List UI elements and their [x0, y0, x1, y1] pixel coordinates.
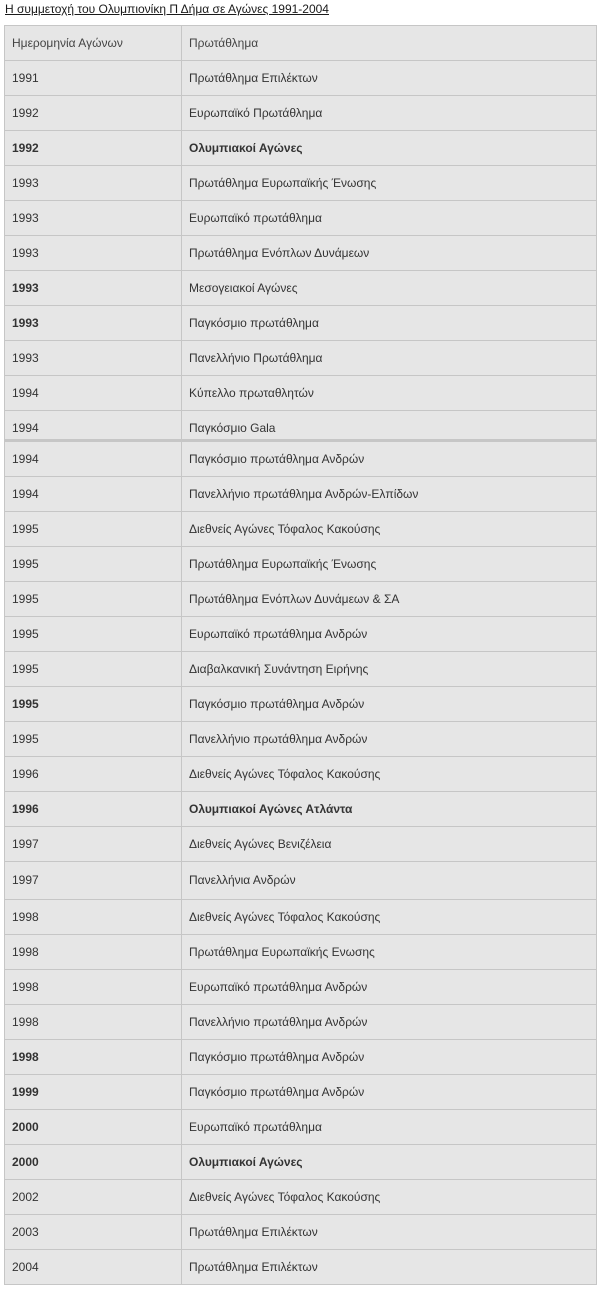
- cell-year: 1993: [5, 166, 182, 200]
- table-row: [5, 411, 597, 440]
- table-row: [5, 1110, 597, 1145]
- cell-year: 1998: [5, 935, 182, 969]
- cell-year: 1992: [5, 96, 182, 130]
- table-caption: Η συμμετοχή του Ολυμπιονίκη Π Δήμα σε Αγώνες 1991-2004: [5, 2, 329, 16]
- cell-year: 1994: [5, 376, 182, 410]
- table-row: [5, 792, 597, 827]
- cell-championship: Πανελλήνιο πρωτάθλημα Ανδρών: [182, 722, 597, 756]
- cell-championship: Πρωτάθλημα Επιλέκτων: [182, 61, 597, 95]
- table-row: [5, 201, 597, 236]
- table-row: [5, 862, 597, 900]
- cell-year: 1995: [5, 722, 182, 756]
- table-row: [5, 617, 597, 652]
- cell-championship: Ευρωπαϊκό πρωτάθλημα Ανδρών: [182, 617, 597, 651]
- cell-championship: Παγκόσμιο πρωτάθλημα: [182, 306, 597, 340]
- cell-year: 1994: [5, 442, 182, 476]
- table-row: [5, 652, 597, 687]
- cell-championship: Διεθνείς Αγώνες Τόφαλος Κακούσης: [182, 1180, 597, 1214]
- table-row: [5, 935, 597, 970]
- cell-championship: Ολυμπιακοί Αγώνες: [182, 1145, 597, 1179]
- cell-year: 1998: [5, 1005, 182, 1039]
- cell-year: 2002: [5, 1180, 182, 1214]
- cell-year: 1997: [5, 862, 182, 899]
- table-row: [5, 827, 597, 862]
- table-header-row: [5, 26, 597, 61]
- cell-year: 1998: [5, 970, 182, 1004]
- cell-championship: Διαβαλκανική Συνάντηση Ειρήνης: [182, 652, 597, 686]
- table-row: [5, 1145, 597, 1180]
- cell-championship: Διεθνείς Αγώνες Βενιζέλεια: [182, 827, 597, 861]
- table-row: [5, 376, 597, 411]
- cell-championship: Ευρωπαϊκό πρωτάθλημα: [182, 201, 597, 235]
- table-row: [5, 131, 597, 166]
- table-row: [5, 341, 597, 376]
- cell-championship: Μεσογειακοί Αγώνες: [182, 271, 597, 305]
- cell-championship: Ευρωπαϊκό Πρωτάθλημα: [182, 96, 597, 130]
- cell-championship: Παγκόσμιο πρωτάθλημα Ανδρών: [182, 442, 597, 476]
- cell-championship: Ευρωπαϊκό πρωτάθλημα: [182, 1110, 597, 1144]
- cell-championship: Πανελλήνιο πρωτάθλημα Ανδρών: [182, 1005, 597, 1039]
- table-row: [5, 722, 597, 757]
- cell-championship: Ευρωπαϊκό πρωτάθλημα Ανδρών: [182, 970, 597, 1004]
- cell-championship: Πρωτάθλημα Ενόπλων Δυνάμεων: [182, 236, 597, 270]
- cell-championship: Διεθνείς Αγώνες Τόφαλος Κακούσης: [182, 757, 597, 791]
- cell-year: 1994: [5, 477, 182, 511]
- table-row: [5, 96, 597, 131]
- cell-championship: Πρωτάθλημα Ευρωπαϊκής Ένωσης: [182, 166, 597, 200]
- cell-year: 1994: [5, 411, 182, 439]
- table-row: [5, 440, 597, 477]
- cell-year: 2000: [5, 1110, 182, 1144]
- cell-year: 1993: [5, 306, 182, 340]
- table-row: [5, 687, 597, 722]
- table-row: [5, 1250, 597, 1285]
- table-row: [5, 166, 597, 201]
- cell-championship: Πρωτάθλημα Ενόπλων Δυνάμεων & ΣΑ: [182, 582, 597, 616]
- table-row: [5, 900, 597, 935]
- cell-championship: Κύπελλο πρωταθλητών: [182, 376, 597, 410]
- table-body: [5, 61, 597, 1285]
- cell-championship: Παγκόσμιο πρωτάθλημα Ανδρών: [182, 1040, 597, 1074]
- table-row: [5, 582, 597, 617]
- cell-year: 1999: [5, 1075, 182, 1109]
- cell-year: 1995: [5, 547, 182, 581]
- cell-championship: Πρωτάθλημα Επιλέκτων: [182, 1215, 597, 1249]
- cell-year: 1992: [5, 131, 182, 165]
- cell-year: 2000: [5, 1145, 182, 1179]
- table-row: [5, 477, 597, 512]
- cell-championship: Πρωτάθλημα Επιλέκτων: [182, 1250, 597, 1284]
- cell-championship: Πρωτάθλημα Ευρωπαϊκής Ενωσης: [182, 935, 597, 969]
- table-row: [5, 306, 597, 341]
- table-row: [5, 1215, 597, 1250]
- table-row: [5, 547, 597, 582]
- cell-year: 1995: [5, 652, 182, 686]
- column-header-championship: Πρωτάθλημα: [182, 26, 597, 60]
- table-row: [5, 970, 597, 1005]
- cell-year: 1996: [5, 757, 182, 791]
- cell-year: 1993: [5, 236, 182, 270]
- cell-championship: Διεθνείς Αγώνες Τόφαλος Κακούσης: [182, 900, 597, 934]
- cell-year: 1991: [5, 61, 182, 95]
- table-row: [5, 271, 597, 306]
- cell-year: 1998: [5, 1040, 182, 1074]
- cell-championship: Παγκόσμιο πρωτάθλημα Ανδρών: [182, 687, 597, 721]
- cell-year: 1995: [5, 512, 182, 546]
- cell-year: 1995: [5, 617, 182, 651]
- cell-year: 1993: [5, 201, 182, 235]
- cell-year: 1995: [5, 687, 182, 721]
- table-row: [5, 512, 597, 547]
- column-header-date: Ημερομηνία Αγώνων: [5, 26, 182, 60]
- cell-year: 1993: [5, 271, 182, 305]
- cell-year: 1995: [5, 582, 182, 616]
- cell-year: 1997: [5, 827, 182, 861]
- cell-championship: Ολυμπιακοί Αγώνες: [182, 131, 597, 165]
- cell-year: 1998: [5, 900, 182, 934]
- cell-year: 2003: [5, 1215, 182, 1249]
- cell-championship: Πανελλήνιο Πρωτάθλημα: [182, 341, 597, 375]
- cell-championship: Ολυμπιακοί Αγώνες Ατλάντα: [182, 792, 597, 826]
- cell-championship: Παγκόσμιο πρωτάθλημα Ανδρών: [182, 1075, 597, 1109]
- table-row: [5, 1005, 597, 1040]
- cell-year: 1996: [5, 792, 182, 826]
- competitions-table: [4, 25, 597, 1285]
- table-row: [5, 1075, 597, 1110]
- cell-championship: Πανελλήνια Ανδρών: [182, 862, 597, 899]
- cell-championship: Πανελλήνιο πρωτάθλημα Ανδρών-Ελπίδων: [182, 477, 597, 511]
- cell-year: 2004: [5, 1250, 182, 1284]
- cell-championship: Πρωτάθλημα Ευρωπαϊκής Ένωσης: [182, 547, 597, 581]
- table-row: [5, 61, 597, 96]
- table-row: [5, 236, 597, 271]
- table-row: [5, 1040, 597, 1075]
- table-row: [5, 757, 597, 792]
- cell-year: 1993: [5, 341, 182, 375]
- cell-championship: Διεθνείς Αγώνες Τόφαλος Κακούσης: [182, 512, 597, 546]
- table-row: [5, 1180, 597, 1215]
- cell-championship: Παγκόσμιο Gala: [182, 411, 597, 439]
